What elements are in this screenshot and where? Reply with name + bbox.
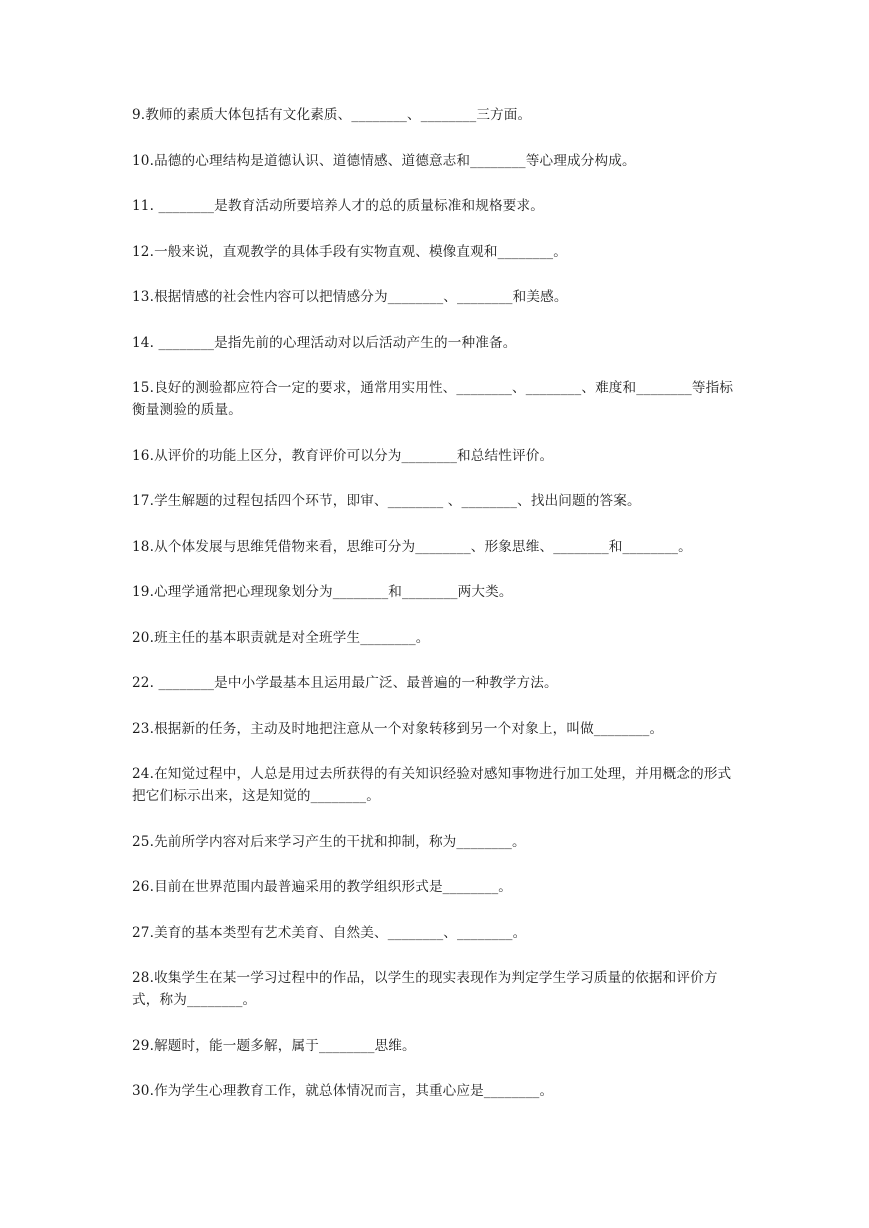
question-17: 17.学生解题的过程包括四个环节，即审、________ 、________、找出问题的答案。 bbox=[132, 493, 641, 509]
question-26: 26.目前在世界范围内最普遍采用的教学组织形式是________。 bbox=[132, 879, 513, 895]
question-25: 25.先前所学内容对后来学习产生的干扰和抑制，称为________。 bbox=[132, 833, 526, 850]
question-12: 12.一般来说，直观教学的具体手段有实物直观、模像直观和________。 bbox=[132, 243, 567, 260]
question-list bbox=[132, 104, 740, 1126]
question-9: 9.教师的素质大体包括有文化素质、________、________三方面。 bbox=[132, 107, 532, 123]
question-23: 23.根据新的任务，主动及时地把注意从一个对象转移到另一个对象上，叫做________。 bbox=[132, 720, 664, 737]
question-24: 24.在知觉过程中，人总是用过去所获得的有关知识经验对感知事物进行加工处理，并用概念的形式把它们标示出来，这是知觉的________。 bbox=[132, 766, 732, 804]
question-16: 16.从评价的功能上区分，教育评价可以分为________和总结性评价。 bbox=[132, 447, 554, 464]
question-28: 28.收集学生在某一学习过程中的作品，以学生的现实表现作为判定学生学习质量的依据和评价方式，称为________。 bbox=[132, 970, 718, 1008]
question-20: 20.班主任的基本职责就是对全班学生________。 bbox=[132, 629, 430, 646]
question-13: 13.根据情感的社会性内容可以把情感分为________、________和美感。 bbox=[132, 289, 568, 305]
question-19: 19.心理学通常把心理现象划分为________和________两大类。 bbox=[132, 584, 513, 600]
question-22: 22. ________是中小学最基本且运用最广泛、最普遍的一种教学方法。 bbox=[132, 675, 558, 691]
question-18: 18.从个体发展与思维凭借物来看，思维可分为________、形象思维、________和________。 bbox=[132, 538, 692, 555]
question-11: 11. ________是教育活动所要培养人才的总的质量标准和规格要求。 bbox=[132, 198, 544, 214]
question-30: 30.作为学生心理教育工作，就总体情况而言，其重心应是________。 bbox=[132, 1083, 554, 1099]
question-27: 27.美育的基本类型有艺术美育、自然美、________、________。 bbox=[132, 924, 527, 941]
question-10: 10.品德的心理结构是道德认识、道德情感、道德意志和________等心理成分构成。 bbox=[132, 152, 636, 169]
question-14: 14. ________是指先前的心理活动对以后活动产生的一种准备。 bbox=[132, 334, 517, 351]
question-29: 29.解题时，能一题多解，属于________思维。 bbox=[132, 1037, 416, 1054]
question-15: 15.良好的测验都应符合一定的要求，通常用实用性、________、________、难度和________等指标衡量测验的质量。 bbox=[132, 380, 734, 418]
